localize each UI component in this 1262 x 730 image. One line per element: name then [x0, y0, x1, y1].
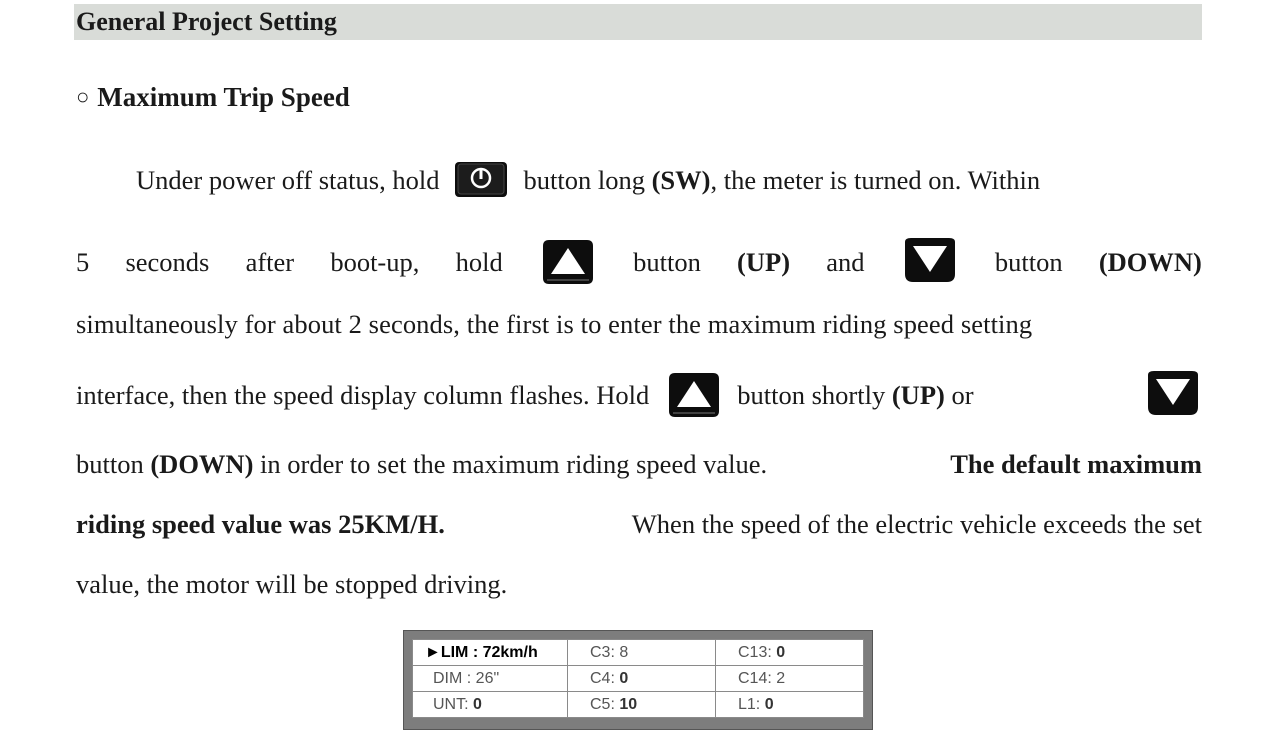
- table-cell: [413, 692, 568, 718]
- paragraph-line-7: [76, 566, 1202, 602]
- text-run: button long: [523, 164, 645, 195]
- table-row: [413, 640, 864, 666]
- up-button-icon: [539, 236, 597, 288]
- table-cell: [568, 666, 716, 692]
- text-run: When the speed of the electric vehicle exceeds the set: [631, 508, 1202, 539]
- subheading-text: Maximum Trip Speed: [97, 82, 350, 112]
- paragraph-line-6: [76, 506, 1202, 542]
- paragraph-line-1: [76, 160, 1202, 200]
- up-button-icon: [665, 369, 723, 421]
- cell-label: UNT:: [433, 695, 469, 713]
- settings-display-table: [403, 630, 873, 730]
- cell-label: ►LIM : 72km/h: [425, 643, 538, 661]
- text-run-bold: (SW): [651, 164, 711, 195]
- paragraph-line-4: [76, 364, 1202, 426]
- text-run-bold: (UP): [891, 379, 945, 410]
- text-run: button shortly: [737, 379, 886, 410]
- cell-value: 0: [764, 695, 774, 713]
- cell-value: 8: [619, 643, 629, 661]
- table-row: [413, 666, 864, 692]
- text-run: and: [826, 246, 865, 277]
- down-button-icon: [1144, 369, 1202, 421]
- cell-label: C4:: [590, 669, 615, 687]
- text-run-bold: (DOWN): [1098, 246, 1202, 277]
- text-run-bold: (UP): [737, 246, 791, 277]
- settings-table: [412, 639, 864, 718]
- cell-value: 0: [776, 643, 786, 661]
- text-run: interface, then the speed display column flashes. Hold: [76, 379, 650, 410]
- cell-label: DIM : 26": [433, 669, 500, 687]
- text-run: value, the motor will be stopped driving.: [76, 568, 508, 599]
- text-run: , the meter is turned on. Within: [710, 164, 1041, 195]
- paragraph-line-3: [76, 306, 1202, 342]
- paragraph-line-2: [76, 232, 1202, 292]
- text-run: hold: [455, 246, 503, 277]
- text-run: button: [633, 246, 701, 277]
- text-run: boot-up,: [330, 246, 420, 277]
- cell-label: L1:: [738, 695, 761, 713]
- cell-value: 2: [776, 669, 786, 687]
- cell-value: 0: [619, 669, 629, 687]
- text-run: button: [76, 448, 144, 479]
- text-run-bold: (DOWN): [150, 448, 254, 479]
- cell-label: C3:: [590, 643, 615, 661]
- cell-label: C14:: [738, 669, 772, 687]
- bullet-icon: ○: [76, 84, 90, 109]
- section-title: General Project Setting: [76, 7, 337, 36]
- power-button-icon: [453, 161, 509, 199]
- text-run: 5: [76, 246, 90, 277]
- table-cell: [413, 640, 568, 666]
- section-title-bar: [74, 4, 1202, 40]
- text-run: Under power off status, hold: [136, 164, 440, 195]
- text-run: button: [994, 246, 1063, 277]
- subheading: [76, 80, 350, 116]
- table-cell: [716, 692, 864, 718]
- table-cell: [568, 692, 716, 718]
- text-run: seconds: [125, 246, 210, 277]
- table-cell: [568, 640, 716, 666]
- paragraph-line-5: [76, 446, 1202, 482]
- table-cell: [716, 640, 864, 666]
- table-cell: [716, 666, 864, 692]
- table-cell: [413, 666, 568, 692]
- table-row: [413, 692, 864, 718]
- text-run: or: [951, 379, 974, 410]
- cell-value: 10: [619, 695, 638, 713]
- text-run: simultaneously for about 2 seconds, the first is to enter the maximum riding speed setting: [76, 308, 1033, 339]
- cell-label: C5:: [590, 695, 615, 713]
- down-button-icon: [901, 236, 959, 288]
- text-run-bold: riding speed value was 25KM/H.: [76, 508, 445, 539]
- cell-value: 0: [473, 695, 482, 713]
- text-run: after: [245, 246, 295, 277]
- text-run-bold: The default maximum: [950, 448, 1202, 479]
- text-run: in order to set the maximum riding speed value.: [260, 448, 768, 479]
- cell-label: C13:: [738, 643, 772, 661]
